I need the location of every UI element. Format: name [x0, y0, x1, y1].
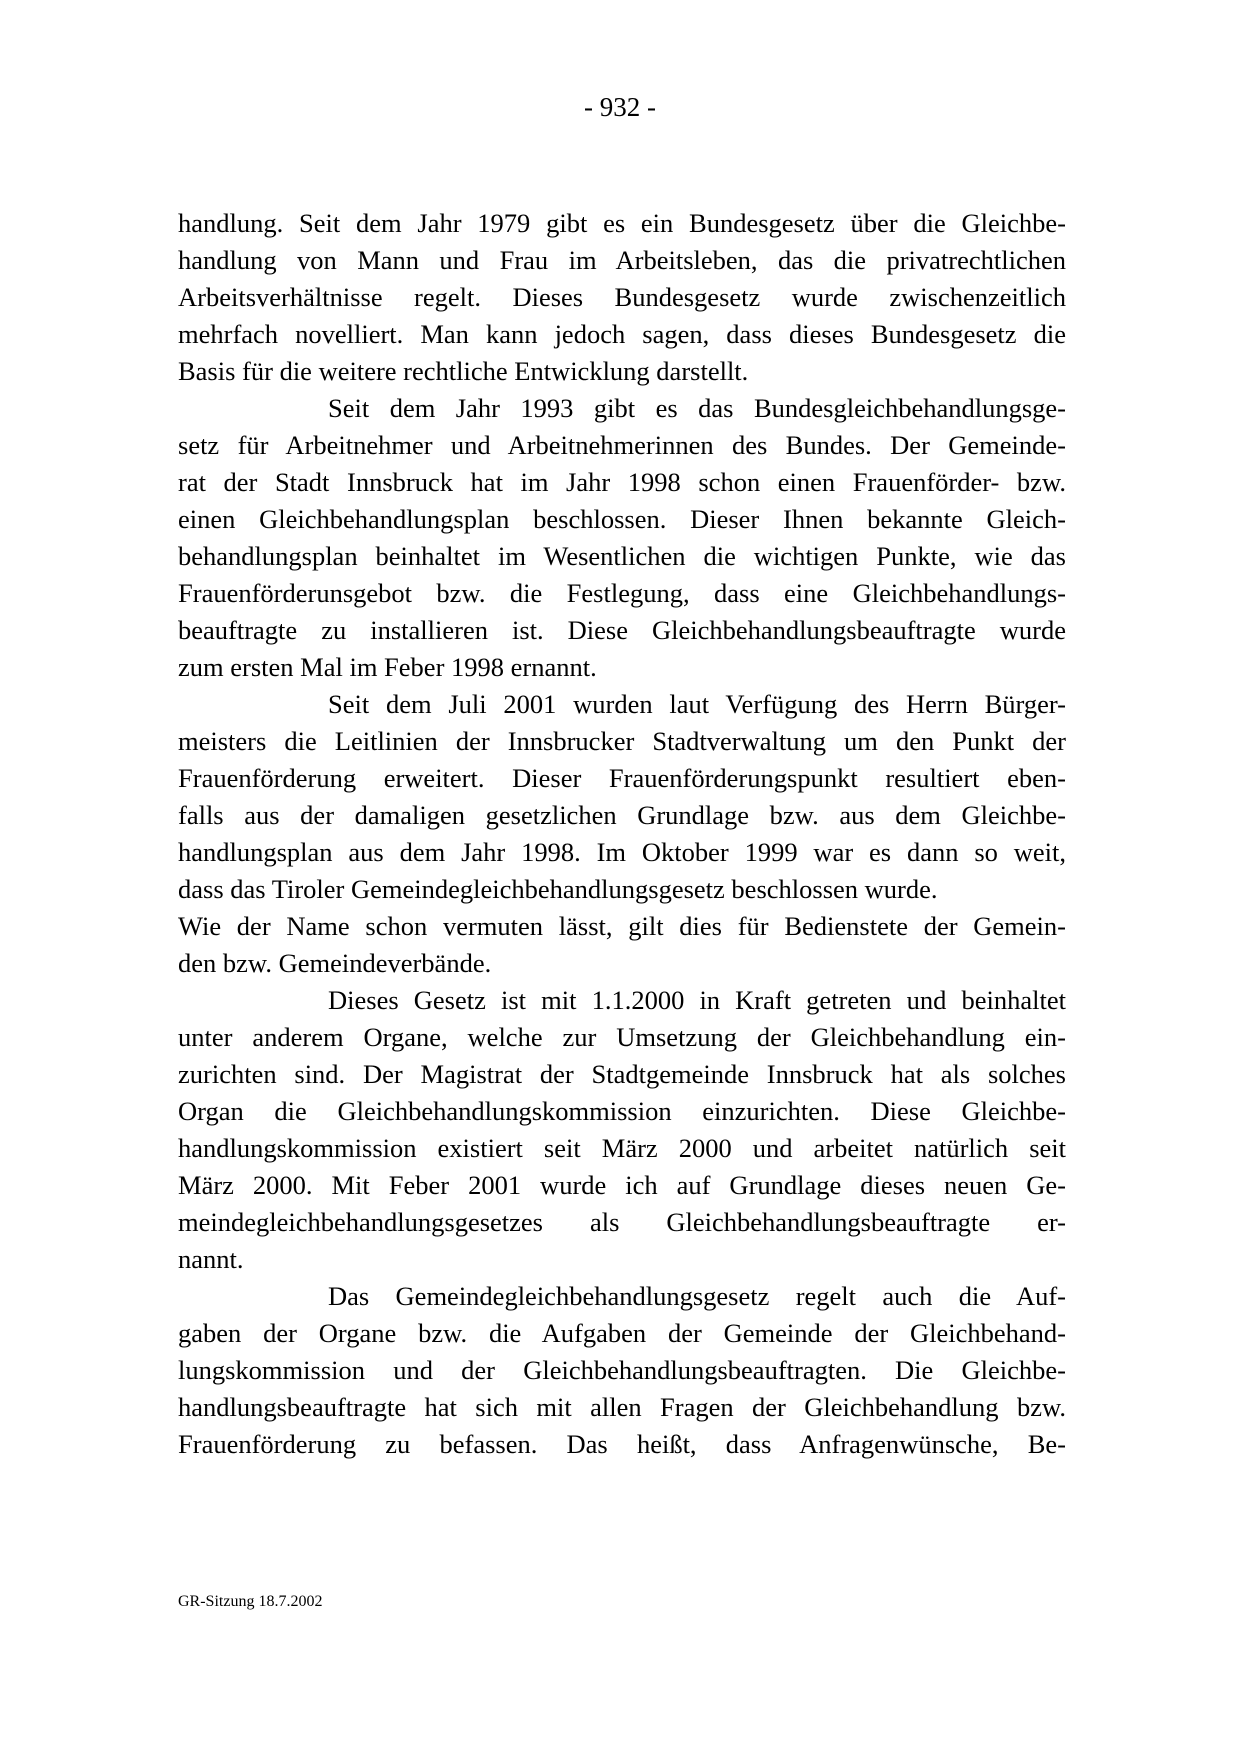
text-line: handlungskommission existiert seit März 2000 und arbeitet natürlich seit [178, 1133, 1066, 1163]
text-line: Seit dem Juli 2001 wurden laut Verfügung des Herrn Bürger- [328, 689, 1066, 719]
text-line: behandlungsplan beinhaltet im Wesentlichen die wichtigen Punkte, wie das [178, 541, 1066, 571]
text-line: Arbeitsverhältnisse regelt. Dieses Bundesgesetz wurde zwischenzeitlich [178, 282, 1066, 312]
text-line: gaben der Organe bzw. die Aufgaben der Gemeinde der Gleichbehand- [178, 1318, 1066, 1348]
body-text [178, 205, 1066, 1463]
text-line: handlungsbeauftragte hat sich mit allen Fragen der Gleichbehandlung bzw. [178, 1392, 1066, 1422]
text-line: lungskommission und der Gleichbehandlungsbeauftragten. Die Gleichbe- [178, 1355, 1066, 1385]
text-line: Frauenförderung erweitert. Dieser Frauenförderungspunkt resultiert eben- [178, 763, 1066, 793]
text-line: handlung von Mann und Frau im Arbeitsleben, das die privatrechtlichen [178, 245, 1066, 275]
text-line: Basis für die weitere rechtliche Entwicklung darstellt. [178, 356, 749, 386]
text-line: März 2000. Mit Feber 2001 wurde ich auf Grundlage dieses neuen Ge- [178, 1170, 1066, 1200]
page-number: - 932 - [584, 92, 656, 122]
text-line: rat der Stadt Innsbruck hat im Jahr 1998 schon einen Frauenförder- bzw. [178, 467, 1066, 497]
text-line: Frauenförderunsgebot bzw. die Festlegung, dass eine Gleichbehandlungs- [178, 578, 1066, 608]
text-line: zurichten sind. Der Magistrat der Stadtgemeinde Innsbruck hat als solches [178, 1059, 1066, 1089]
text-line: handlungsplan aus dem Jahr 1998. Im Oktober 1999 war es dann so weit, [178, 837, 1066, 867]
text-line: falls aus der damaligen gesetzlichen Grundlage bzw. aus dem Gleichbe- [178, 800, 1066, 830]
text-line: meindegleichbehandlungsgesetzes als Gleichbehandlungsbeauftragte er- [178, 1207, 1066, 1237]
text-line: Dieses Gesetz ist mit 1.1.2000 in Kraft getreten und beinhaltet [328, 985, 1066, 1015]
text-line: beauftragte zu installieren ist. Diese Gleichbehandlungsbeauftragte wurde [178, 615, 1066, 645]
text-line: den bzw. Gemeindeverbände. [178, 948, 492, 978]
text-line: Organ die Gleichbehandlungskommission einzurichten. Diese Gleichbe- [178, 1096, 1066, 1126]
text-line: Frauenförderung zu befassen. Das heißt, dass Anfragenwünsche, Be- [178, 1429, 1066, 1459]
footer-session-date: GR-Sitzung 18.7.2002 [178, 1593, 323, 1610]
text-line: unter anderem Organe, welche zur Umsetzung der Gleichbehandlung ein- [178, 1022, 1066, 1052]
text-line: dass das Tiroler Gemeindegleichbehandlungsgesetz beschlossen wurde. [178, 874, 938, 904]
text-line: Seit dem Jahr 1993 gibt es das Bundesgleichbehandlungsge- [328, 393, 1066, 423]
text-line: nannt. [178, 1244, 244, 1274]
text-line: mehrfach novelliert. Man kann jedoch sagen, dass dieses Bundesgesetz die [178, 319, 1066, 349]
text-line: meisters die Leitlinien der Innsbrucker Stadtverwaltung um den Punkt der [178, 726, 1066, 756]
text-line: zum ersten Mal im Feber 1998 ernannt. [178, 652, 597, 682]
text-line: handlung. Seit dem Jahr 1979 gibt es ein Bundesgesetz über die Gleichbe- [178, 208, 1066, 238]
text-line: setz für Arbeitnehmer und Arbeitnehmerinnen des Bundes. Der Gemeinde- [178, 430, 1066, 460]
text-line: Wie der Name schon vermuten lässt, gilt dies für Bedienstete der Gemein- [178, 911, 1066, 941]
text-line: Das Gemeindegleichbehandlungsgesetz regelt auch die Auf- [328, 1281, 1066, 1311]
text-line: einen Gleichbehandlungsplan beschlossen. Dieser Ihnen bekannte Gleich- [178, 504, 1066, 534]
